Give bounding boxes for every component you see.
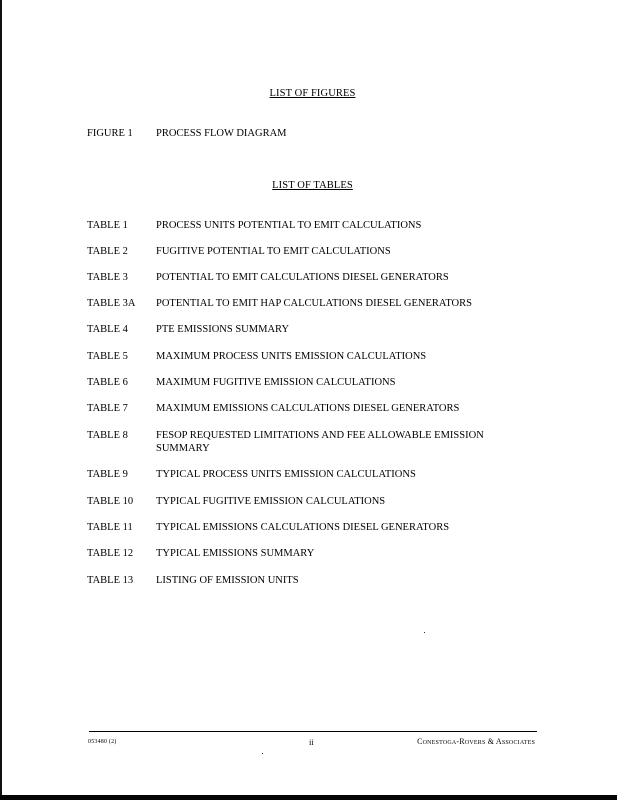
list-of-figures-heading: LIST OF FIGURES (269, 88, 356, 99)
table-number: TABLE 8 (87, 430, 128, 441)
table-number: TABLE 5 (87, 351, 128, 362)
footer-company: Conestoga-Rovers & Associates (417, 737, 535, 746)
table-title: TYPICAL EMISSIONS SUMMARY (156, 548, 315, 559)
table-number: TABLE 6 (87, 377, 128, 388)
table-number: TABLE 3A (87, 298, 136, 309)
figure-number: FIGURE 1 (87, 128, 133, 139)
list-of-tables-heading: LIST OF TABLES (272, 180, 353, 191)
table-number: TABLE 1 (87, 220, 128, 231)
table-number: TABLE 7 (87, 403, 128, 414)
table-title: MAXIMUM EMISSIONS CALCULATIONS DIESEL GENERATORS (156, 403, 460, 414)
scan-edge-left (0, 0, 2, 800)
table-number: TABLE 11 (87, 522, 133, 533)
figure-title: PROCESS FLOW DIAGRAM (156, 128, 287, 139)
table-title: TYPICAL FUGITIVE EMISSION CALCULATIONS (156, 496, 386, 507)
table-number: TABLE 10 (87, 496, 134, 507)
table-title: MAXIMUM PROCESS UNITS EMISSION CALCULATIONS (156, 351, 427, 362)
scan-edge-bottom (0, 795, 617, 800)
table-number: TABLE 2 (87, 246, 128, 257)
table-number: TABLE 12 (87, 548, 134, 559)
table-number: TABLE 4 (87, 324, 128, 335)
table-title: MAXIMUM FUGITIVE EMISSION CALCULATIONS (156, 377, 396, 388)
table-title: LISTING OF EMISSION UNITS (156, 575, 299, 586)
scan-speck (262, 753, 263, 754)
table-title: POTENTIAL TO EMIT HAP CALCULATIONS DIESEL GENERATORS (156, 298, 472, 309)
table-title: FESOP REQUESTED LIMITATIONS AND FEE ALLOWABLE EMISSION SUMMARY (156, 430, 484, 454)
footer-doc-code: 053480 (2) (88, 739, 117, 745)
table-title: FUGITIVE POTENTIAL TO EMIT CALCULATIONS (156, 246, 391, 257)
table-title: PROCESS UNITS POTENTIAL TO EMIT CALCULATIONS (156, 220, 422, 231)
footer-rule (89, 731, 537, 732)
table-title: POTENTIAL TO EMIT CALCULATIONS DIESEL GENERATORS (156, 272, 449, 283)
table-number: TABLE 13 (87, 575, 134, 586)
table-title: TYPICAL PROCESS UNITS EMISSION CALCULATIONS (156, 469, 416, 480)
table-number: TABLE 3 (87, 272, 128, 283)
table-number: TABLE 9 (87, 469, 128, 480)
table-title: PTE EMISSIONS SUMMARY (156, 324, 290, 335)
table-title: TYPICAL EMISSIONS CALCULATIONS DIESEL GENERATORS (156, 522, 450, 533)
scan-speck (424, 632, 425, 633)
footer-page-number: ii (309, 737, 314, 747)
